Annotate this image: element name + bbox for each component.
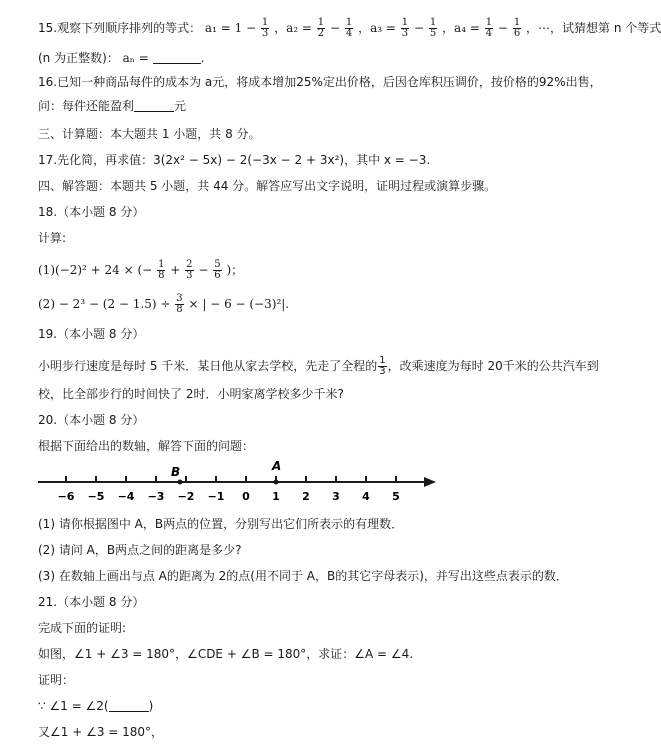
axis-tick-label: −5 bbox=[87, 490, 105, 503]
q21-reason-blank[interactable] bbox=[109, 699, 149, 712]
q15-line2 bbox=[38, 50, 205, 66]
number-line bbox=[36, 460, 438, 508]
q20-heading: 20.（本小题 8 分） bbox=[38, 413, 145, 427]
section-3-heading: 三、计算题：本大题共 1 小题，共 8 分。 bbox=[38, 127, 261, 141]
point-b-dot bbox=[178, 480, 183, 485]
frac-num: 1 bbox=[317, 17, 325, 28]
q18-p1-end: )； bbox=[226, 263, 244, 277]
axis-tick-label: −3 bbox=[147, 490, 165, 503]
q15-end: . bbox=[200, 51, 205, 65]
q21-step1-close: ) bbox=[148, 699, 154, 713]
q18-label: 计算: bbox=[38, 231, 67, 245]
axis-tick-label: 1 bbox=[272, 490, 280, 503]
q15-a1-frac bbox=[261, 18, 269, 39]
frac-num: 3 bbox=[176, 293, 183, 304]
q21-heading: 21.（本小题 8 分） bbox=[38, 595, 145, 609]
q19-heading: 19.（本小题 8 分） bbox=[38, 327, 145, 341]
frac-num: 1 bbox=[429, 17, 437, 28]
frac-den: 3 bbox=[186, 270, 193, 281]
plus-sign: + bbox=[170, 263, 181, 277]
minus-sign: − bbox=[198, 263, 209, 277]
number-line-ticks bbox=[58, 476, 400, 503]
arrow-right-icon bbox=[424, 477, 436, 487]
frac-den: 3 bbox=[379, 366, 386, 377]
q21-given: 如图，∠1 + ∠3 = 180°，∠CDE + ∠B = 180°，求证：∠A = ∠4. bbox=[38, 647, 414, 661]
q15-a1: a₁ = 1 − bbox=[204, 21, 257, 35]
q15-suffix: ，⋯，试猜想第 n 个等式 bbox=[526, 21, 661, 35]
q18-p2-frac bbox=[175, 294, 183, 315]
minus-sign: − bbox=[497, 21, 508, 35]
q17-text: 17.先化简，再求值：3(2x² − 5x) − 2(−3x − 2 + 3x²)，其中 x = −3. bbox=[38, 153, 431, 167]
point-b-label: B bbox=[171, 465, 181, 479]
frac-den: 8 bbox=[158, 270, 165, 281]
q18-p1-frac1 bbox=[157, 260, 165, 281]
q15-answer-blank[interactable] bbox=[153, 51, 201, 64]
q15-a4-frac1 bbox=[485, 18, 493, 39]
axis-tick-label: 0 bbox=[242, 490, 250, 503]
frac-den: 3 bbox=[401, 28, 409, 39]
q20-part1: (1) 请你根据图中 A，B两点的位置，分别写出它们所表示的有理数． bbox=[38, 517, 404, 531]
q19-line2: 校，比全部步行的时间快了 2时．小明家离学校多少千米? bbox=[38, 387, 344, 401]
minus-sign: − bbox=[413, 21, 425, 35]
axis-tick-label: −2 bbox=[177, 490, 195, 503]
axis-tick-label: −4 bbox=[117, 490, 135, 503]
q18-p2-end: × | − 6 − (−3)²|. bbox=[188, 297, 290, 311]
q15-prefix: 15.观察下列顺序排列的等式： bbox=[38, 21, 202, 35]
q15-a3-frac2 bbox=[429, 18, 437, 39]
q21-step2: 又∠1 + ∠3 = 180°， bbox=[38, 725, 164, 739]
frac-den: 4 bbox=[345, 28, 353, 39]
q15-line1 bbox=[38, 18, 661, 39]
axis-tick-label: 4 bbox=[362, 490, 370, 503]
frac-num: 2 bbox=[186, 259, 193, 270]
q18-p1-frac2 bbox=[185, 260, 193, 281]
q19-text-a: 小明步行速度是每时 5 千米．某日他从家去学校，先走了全程的 bbox=[38, 359, 378, 373]
q16-question: 问：每件还能盈利 bbox=[38, 99, 135, 113]
q18-p1-start: (1)(−2)² + 24 × (− bbox=[38, 263, 153, 277]
q15-condition: (n 为正整数)： bbox=[38, 51, 119, 65]
minus-sign: − bbox=[329, 21, 341, 35]
q15-a2: ，a₂ = bbox=[274, 21, 312, 35]
q15-a3-frac1 bbox=[401, 18, 409, 39]
q15-a2-frac2 bbox=[345, 18, 353, 39]
q15-a4: ，a₄ = bbox=[442, 21, 480, 35]
q21-intro: 完成下面的证明: bbox=[38, 621, 127, 635]
point-a-dot bbox=[274, 480, 279, 485]
frac-num: 5 bbox=[214, 259, 221, 270]
axis-tick-label: 3 bbox=[332, 490, 340, 503]
q16-unit: 元 bbox=[174, 99, 187, 113]
axis-tick-label: −6 bbox=[57, 490, 75, 503]
axis-tick-label: 5 bbox=[392, 490, 400, 503]
q18-p1-frac3 bbox=[213, 260, 221, 281]
q18-p2-start: (2) − 2³ − (2 − 1.5) ÷ bbox=[38, 297, 171, 311]
frac-num: 1 bbox=[345, 17, 353, 28]
frac-den: 6 bbox=[214, 270, 221, 281]
point-a-label: A bbox=[272, 459, 282, 473]
q19-frac bbox=[378, 356, 386, 377]
q21-step1 bbox=[38, 698, 153, 714]
section-4-heading: 四、解答题：本题共 5 小题，共 44 分。解答应写出文字说明，证明过程或演算步骤。 bbox=[38, 179, 497, 193]
axis-tick-label: 2 bbox=[302, 490, 310, 503]
q18-part1 bbox=[38, 260, 243, 281]
q16-line1: 16.已知一种商品每件的成本为 a元，将成本增加25%定出价格，后因仓库积压调价，按价格的92%出售， bbox=[38, 75, 602, 89]
q15-a4-frac2 bbox=[513, 18, 521, 39]
frac-num: 1 bbox=[401, 17, 409, 28]
frac-den: 5 bbox=[429, 28, 437, 39]
q18-part2 bbox=[38, 294, 289, 315]
q18-heading: 18.（本小题 8 分） bbox=[38, 205, 145, 219]
frac-den: 4 bbox=[485, 28, 493, 39]
frac-num: 1 bbox=[379, 355, 386, 366]
frac-den: 2 bbox=[317, 28, 325, 39]
q20-part2: (2) 请问 A，B两点之间的距离是多少? bbox=[38, 543, 242, 557]
q20-part3: (3) 在数轴上画出与点 A的距离为 2的点(用不同于 A，B的其它字母表示)，并写出这些点表示的数． bbox=[38, 569, 568, 583]
q20-intro: 根据下面给出的数轴，解答下面的问题： bbox=[38, 439, 255, 453]
q16-answer-blank[interactable] bbox=[134, 99, 174, 112]
frac-num: 1 bbox=[513, 17, 521, 28]
frac-den: 6 bbox=[513, 28, 521, 39]
frac-num: 1 bbox=[158, 259, 165, 270]
q15-a2-frac1 bbox=[317, 18, 325, 39]
frac-num: 1 bbox=[261, 17, 269, 28]
q19-line1 bbox=[38, 356, 599, 377]
q15-an: aₙ = bbox=[122, 51, 149, 65]
frac-num: 1 bbox=[485, 17, 493, 28]
q19-text-b: ，改乘速度为每时 20千米的公共汽车到 bbox=[387, 359, 599, 373]
q16-line2 bbox=[38, 98, 186, 114]
frac-den: 3 bbox=[261, 28, 269, 39]
q15-a3: ，a₃ = bbox=[358, 21, 396, 35]
frac-den: 8 bbox=[176, 304, 183, 315]
axis-tick-label: −1 bbox=[207, 490, 225, 503]
q21-step1-text: ∵ ∠1 = ∠2( bbox=[38, 699, 109, 713]
q21-proof-label: 证明： bbox=[38, 673, 75, 687]
